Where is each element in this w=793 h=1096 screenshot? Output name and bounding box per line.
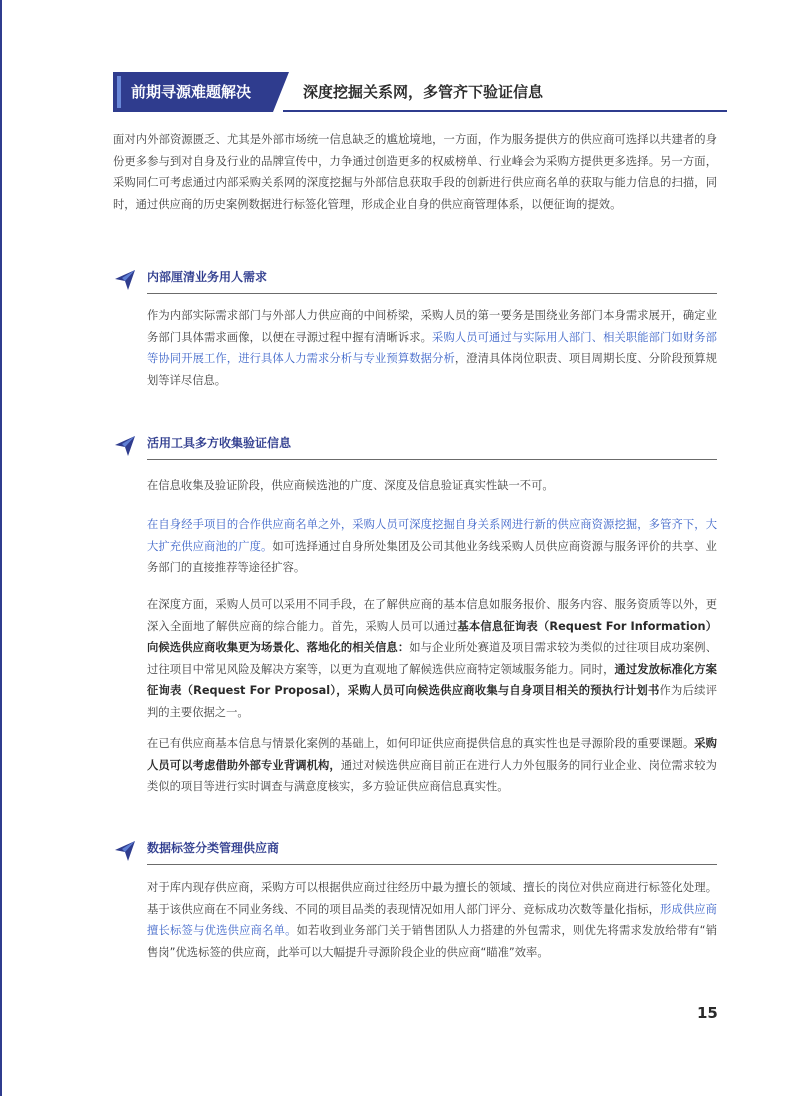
page-left-rule <box>0 0 2 1096</box>
section-header-1 <box>113 266 717 300</box>
text-run: 作为后续评判的主要依据之一。 <box>147 684 717 719</box>
section2-paragraph-3 <box>147 594 717 723</box>
section1-paragraph <box>147 305 717 391</box>
chapter-title: 深度挖掘关系网，多管齐下验证信息 <box>303 83 544 101</box>
section2-paragraph-4 <box>147 733 717 798</box>
text-run: 如可选择通过自身所处集团及公司其他业务线采购人员供应商资源与服务评价的共享、业务部门的直接推荐等途径扩容。 <box>147 539 717 574</box>
text-run: 如与企业所处赛道及项目需求较为类似的过往项目成功案例、过往项目中常见风险及解决方案等，以更为直观地了解候选供应商特定领域服务能力。同时， <box>147 641 717 676</box>
paper-plane-icon <box>113 268 137 292</box>
paper-plane-icon <box>113 434 137 458</box>
section-divider-1 <box>147 293 717 294</box>
text-run: 作为内部实际需求部门与外部人力供应商的中间桥梁，采购人员的第一要务是围绕业务部门本身需求展开，确定业务部门具体需求画像，以便在寻源过程中握有清晰诉求。 <box>147 309 717 344</box>
section-title-1: 内部厘清业务用人需求 <box>147 270 268 284</box>
highlight-text: 形成供应商擅长标签与优选供应商名单。 <box>147 902 717 937</box>
highlight-text: 在自身经手项目的合作供应商名单之外，采购人员可深度挖掘自身关系网进行新的供应商资源挖掘，多管齐下，大大扩充供应商池的广度。 <box>147 518 717 553</box>
text-run: 在深度方面，采购人员可以采用不同手段，在了解供应商的基本信息如服务报价、服务内容、服务资质等以外，更深入全面地了解供应商的综合能力。首先，采购人员可以通过 <box>147 598 717 633</box>
section-divider-2 <box>147 459 717 460</box>
section-title-2: 活用工具多方收集验证信息 <box>147 436 292 450</box>
text-run: 如若收到业务部门关于销售团队人力搭建的外包需求，则优先将需求发放给带有“销售岗”优选标签的供应商，此举可以大幅提升寻源阶段企业的供应商“瞄准”效率。 <box>147 924 717 959</box>
text-run: ，澄清具体岗位职责、项目周期长度、分阶段预算规划等详尽信息。 <box>147 352 717 387</box>
intro-paragraph: 面对内外部资源匮乏、尤其是外部市场统一信息缺乏的尴尬境地，一方面，作为服务提供方的供应商可选择以共建者的身份更多参与到对自身及行业的品牌宣传中，力争通过创造更多的权威榜单、行业峰会为采购方提供更多选择。另一方面，采购同仁可考虑通过内部采购关系网的深度挖掘与外部信息获取手段的创新进行供应商名单的获取与能力信息的扫描，同时，通过供应商的历史案例数据进行标签化管理，形成企业自身的供应商管理体系，以便征询的提效。 <box>113 133 717 211</box>
section3-paragraph <box>147 877 717 963</box>
text-run: 对于库内现存供应商，采购方可以根据供应商过往经历中最为擅长的领域、擅长的岗位对供应商进行标签化处理。基于该供应商在不同业务线、不同的项目品类的表现情况如用人部门评分、竞标成功次数等量化指标， <box>147 881 717 916</box>
text-run: 通过对候选供应商目前正在进行人力外包服务的同行业企业、岗位需求较为类似的项目等进行实时调查与满意度核实，多方验证供应商信息真实性。 <box>147 758 717 793</box>
section-header-2 <box>113 432 717 466</box>
section-divider-3 <box>147 864 717 865</box>
chapter-header <box>113 72 727 112</box>
section-title-3: 数据标签分类管理供应商 <box>147 841 280 855</box>
section2-paragraph-1 <box>147 475 717 497</box>
section-header-3 <box>113 837 717 871</box>
bold-text: 采购人员可以考虑借助外部专业背调机构， <box>147 737 717 772</box>
highlight-text: 采购人员可通过与实际用人部门、相关职能部门如财务部等协同开展工作，进行具体人力需求分析与专业预算数据分析 <box>147 330 717 365</box>
header-underline <box>283 110 727 112</box>
paper-plane-icon <box>113 839 137 863</box>
chapter-tab: 前期寻源难题解决 <box>113 72 273 112</box>
bold-text: 通过发放标准化方案征询表（Request For Proposal），采购人员可向候选供应商收集与自身项目相关的预执行计划书 <box>147 662 717 697</box>
text-run: 在已有供应商基本信息与情景化案例的基础上，如何印证供应商提供信息的真实性也是寻源阶段的重要课题。 <box>147 737 695 750</box>
section2-paragraph-2 <box>147 514 717 579</box>
bold-text: 基本信息征询表（Request For Information）向候选供应商收集更为场景化、落地化的相关信息： <box>147 619 717 654</box>
page-number: 15 <box>697 1004 718 1022</box>
text-run: 在信息收集及验证阶段，供应商候选池的广度、深度及信息验证真实性缺一不可。 <box>147 479 554 492</box>
